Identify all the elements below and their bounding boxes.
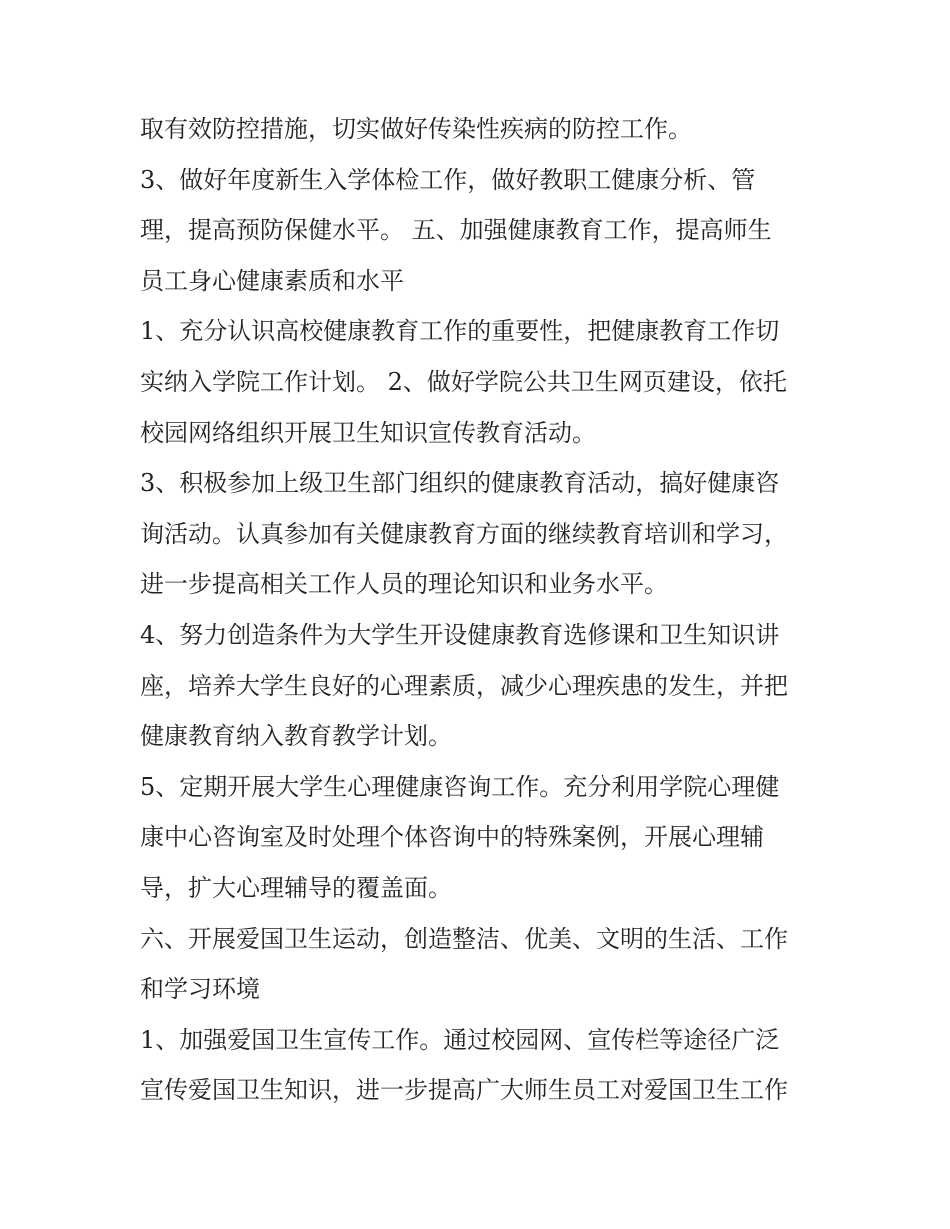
text-line: 5、定期开展大学生心理健康咨询工作。充分利用学院心理健 xyxy=(140,772,780,801)
document-page xyxy=(140,111,820,1123)
text-line: 校园网络组织开展卫生知识宣传教育活动。 xyxy=(140,418,596,447)
text-line: 和学习环境 xyxy=(140,975,260,1004)
text-line: 询活动。认真参加有关健康教育方面的继续教育培训和学习， xyxy=(140,519,788,548)
text-line: 健康教育纳入教育教学计划。 xyxy=(140,722,452,751)
text-line: 3、做好年度新生入学体检工作，做好教职工健康分析、管 xyxy=(140,165,756,194)
text-line: 进一步提高相关工作人员的理论知识和业务水平。 xyxy=(140,570,668,599)
text-line: 宣传爱国卫生知识，进一步提高广大师生员工对爱国卫生工作 xyxy=(140,1076,788,1105)
text-line: 1、加强爱国卫生宣传工作。通过校园网、宣传栏等途径广泛 xyxy=(140,1025,780,1054)
text-line: 导，扩大心理辅导的覆盖面。 xyxy=(140,873,452,902)
text-line: 座，培养大学生良好的心理素质，减少心理疾患的发生，并把 xyxy=(140,671,788,700)
text-line: 康中心咨询室及时处理个体咨询中的特殊案例，开展心理辅 xyxy=(140,823,764,852)
text-line: 理，提高预防保健水平。 五、加强健康教育工作，提高师生 xyxy=(140,216,772,245)
text-line: 取有效防控措施，切实做好传染性疾病的防控工作。 xyxy=(140,115,692,143)
text-line: 员工身心健康素质和水平 xyxy=(140,266,404,295)
text-line: 3、积极参加上级卫生部门组织的健康教育活动，搞好健康咨 xyxy=(140,469,780,498)
text-line: 4、努力创造条件为大学生开设健康教育选修课和卫生知识讲 xyxy=(140,620,780,649)
text-line: 实纳入学院工作计划。 2、做好学院公共卫生网页建设，依托 xyxy=(140,367,787,396)
text-line: 六、开展爱国卫生运动，创造整洁、优美、文明的生活、工作 xyxy=(140,924,788,953)
text-line: 1、充分认识高校健康教育工作的重要性，把健康教育工作切 xyxy=(140,317,780,346)
